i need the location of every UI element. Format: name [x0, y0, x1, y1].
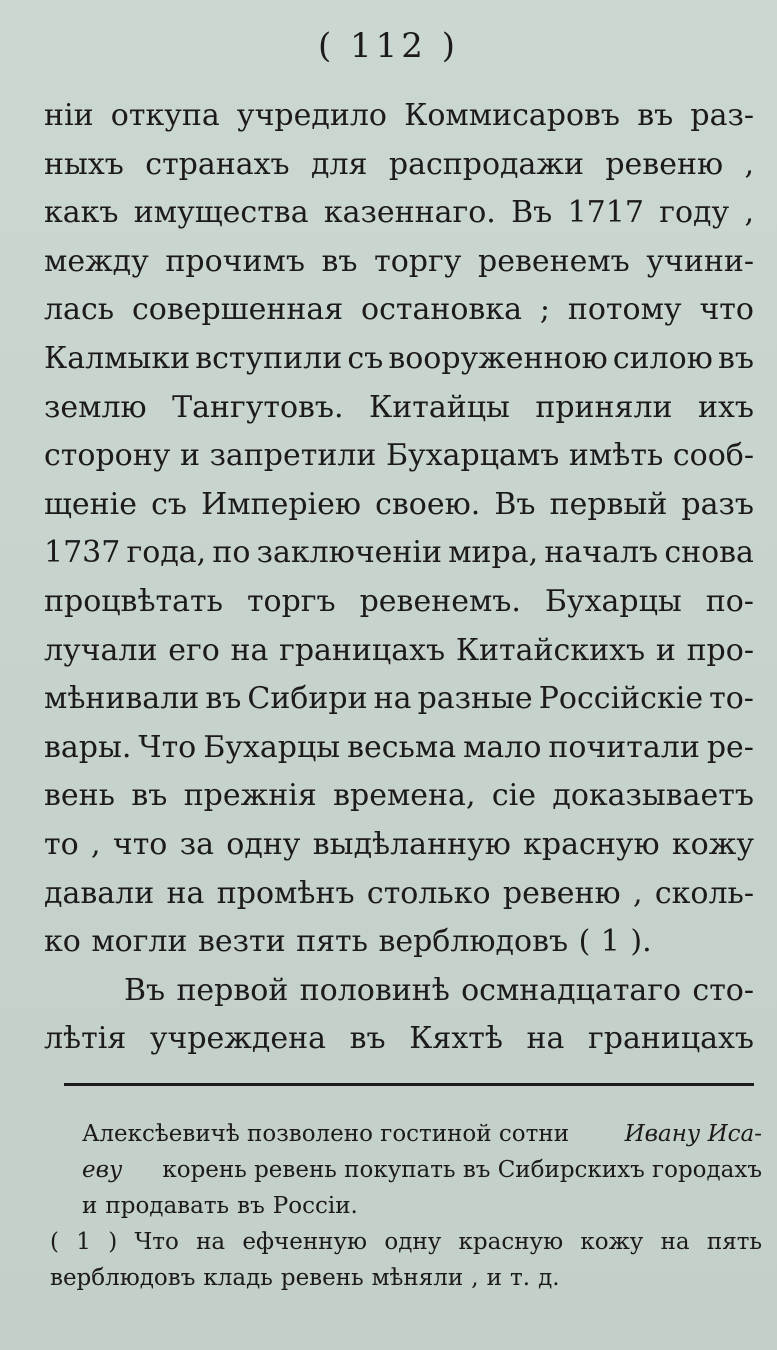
footnote-text: корень ревень покупать въ Сибирскихъ городахъ — [162, 1157, 762, 1183]
text-line: 1737 года, по заключеніи мира, началъ снова — [44, 535, 754, 571]
text-line: ніи откупа учредило Коммисаровъ въ раз- — [44, 98, 754, 133]
text-line: Въ первой половинѣ осмнадцатаго сто- — [124, 972, 754, 1008]
text-line: процвѣтать торгъ ревенемъ. Бухарцы по- — [44, 583, 754, 619]
text-line: щеніе съ Имперіею своею. Въ первый разъ — [44, 486, 754, 522]
text-line: между прочимъ въ торгу ревенемъ учини- — [44, 243, 754, 279]
footnote-text: Алексѣевичѣ позволено гостиной сотни — [82, 1121, 570, 1147]
main-text — [44, 92, 754, 1064]
text-line: лучали его на границахъ Китайскихъ и про- — [44, 632, 754, 668]
text-line: лась совершенная остановка ; потому что — [44, 292, 754, 328]
text-line: Калмыки вступили съ вооруженною силою въ — [44, 340, 754, 376]
page-number: ( 112 ) — [317, 26, 460, 66]
text-line: вень въ прежнія времена, сіе доказываетъ — [44, 778, 754, 814]
text-line: вары. Что Бухарцы весьма мало почитали ре- — [44, 729, 754, 765]
text-line: мѣнивали въ Сибири на разные Россійскіе то- — [44, 681, 754, 717]
footnote-line: и продавать въ Россіи. — [82, 1193, 358, 1219]
text-line: давали на промѣнъ столько ревеню , сколь- — [44, 875, 754, 911]
footnotes — [50, 1116, 762, 1296]
text-line: сторону и запретили Бухарцамъ имѣть сооб- — [44, 438, 754, 474]
footnote-line: верблюдовъ кладь ревень мѣняли , и т. д. — [50, 1265, 560, 1291]
text-line: то , что за одну выдѣланную красную кожу — [44, 826, 754, 862]
footnote-name-italic: Ивану Иса- — [624, 1121, 762, 1147]
footnote-line — [50, 1152, 762, 1188]
footnote-name-italic: еву — [82, 1157, 123, 1183]
text-line: какъ имущества казеннаго. Въ 1717 году , — [44, 195, 754, 231]
footnote-divider — [64, 1083, 754, 1086]
footnote-line: ( 1 ) Что на ефченную одну красную кожу на пять — [50, 1229, 762, 1255]
footnote-line — [50, 1116, 762, 1152]
text-line: ко могли везти пять верблюдовъ ( 1 ). — [44, 924, 652, 960]
text-line: ныхъ странахъ для распродажи ревеню , — [44, 146, 754, 182]
text-line: лѣтія учреждена въ Кяхтѣ на границахъ — [44, 1021, 754, 1057]
text-line: землю Тангутовъ. Китайцы приняли ихъ — [44, 389, 754, 425]
